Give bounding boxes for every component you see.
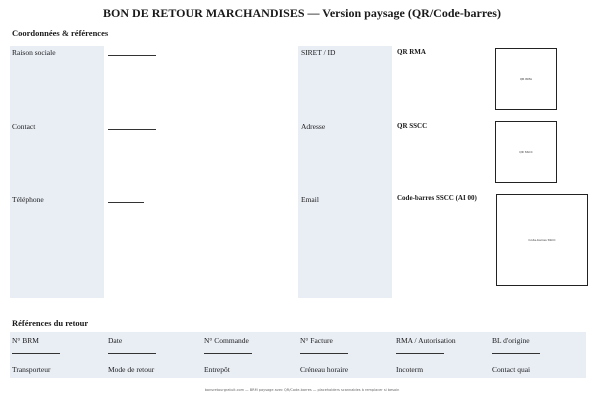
- qr-rma-placeholder: [495, 48, 557, 110]
- barcode-sscc-placeholder-text: Code-barres SSCC: [528, 238, 556, 242]
- field-label-siret: SIRET / ID: [301, 48, 336, 57]
- qr-sscc-placeholder: [495, 121, 557, 183]
- field-label-telephone: Téléphone: [12, 195, 44, 204]
- page-title: BON DE RETOUR MARCHANDISES — Version paysage (QR/Code-barres): [103, 6, 501, 20]
- ref-cell-date[interactable]: [108, 336, 204, 354]
- field-label-contact: Contact: [12, 122, 36, 131]
- ref-label-transporteur: Transporteur: [12, 365, 51, 374]
- left-label-column: [10, 46, 104, 298]
- ref-cell-brm[interactable]: [12, 336, 108, 354]
- field-label-email: Email: [301, 195, 319, 204]
- ref-label-facture: N° Facture: [300, 336, 333, 345]
- qr-rma-placeholder-text: QR RMA: [519, 77, 533, 81]
- field-label-adresse: Adresse: [301, 122, 326, 131]
- field-input-contact[interactable]: [108, 129, 156, 130]
- ref-input-date[interactable]: [108, 353, 156, 354]
- ref-label-rma: RMA / Autorisation: [396, 336, 456, 345]
- section-heading-coords: Coordonnées & références: [12, 28, 109, 38]
- field-input-telephone[interactable]: [108, 202, 144, 203]
- barcode-sscc-placeholder: [496, 194, 588, 286]
- ref-label-incoterm: Incoterm: [396, 365, 424, 374]
- ref-input-brm[interactable]: [12, 353, 60, 354]
- ref-input-commande[interactable]: [204, 353, 252, 354]
- code-label-qr-sscc: QR SSCC: [397, 122, 428, 130]
- ref-cell-commande[interactable]: [204, 336, 300, 354]
- ref-label-creneau: Créneau horaire: [300, 365, 349, 374]
- code-label-qr-rma: QR RMA: [397, 48, 426, 56]
- ref-cell-bl[interactable]: [492, 336, 588, 354]
- ref-label-contact-quai: Contact quai: [492, 365, 531, 374]
- field-label-raison-sociale: Raison sociale: [12, 48, 56, 57]
- footer-note: bonsretourgratuit.com — BRM paysage avec QR/Code-barres — placeholders scannables à remplacer si besoin: [204, 388, 400, 392]
- field-input-raison-sociale[interactable]: [108, 55, 156, 56]
- ref-label-brm: N° BRM: [12, 336, 39, 345]
- ref-label-bl: BL d'origine: [492, 336, 530, 345]
- ref-input-facture[interactable]: [300, 353, 348, 354]
- ref-input-bl[interactable]: [492, 353, 540, 354]
- ref-label-date: Date: [108, 336, 123, 345]
- code-label-barcode-sscc: Code-barres SSCC (AI 00): [397, 194, 477, 202]
- qr-sscc-placeholder-text: QR SSCC: [519, 150, 533, 154]
- ref-input-rma[interactable]: [396, 353, 444, 354]
- ref-label-commande: N° Commande: [204, 336, 249, 345]
- ref-label-mode-retour: Mode de retour: [108, 365, 155, 374]
- ref-cell-rma[interactable]: [396, 336, 492, 354]
- ref-label-entrepot: Entrepôt: [204, 365, 230, 374]
- section-heading-refs: Références du retour: [12, 318, 89, 328]
- right-label-column: [298, 46, 392, 298]
- ref-cell-facture[interactable]: [300, 336, 396, 354]
